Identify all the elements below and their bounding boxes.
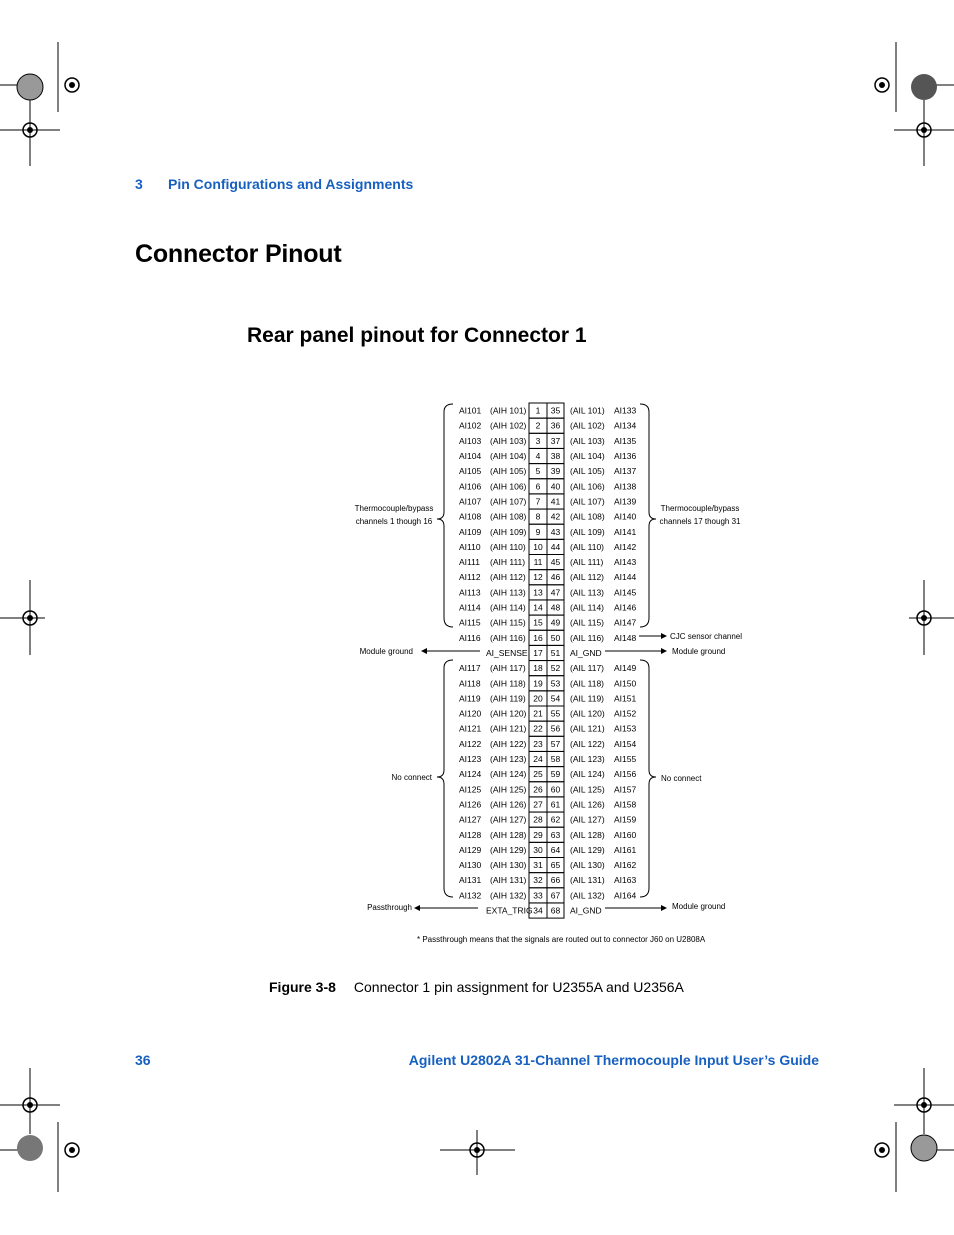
left-ain-label: (AIH 106) (490, 481, 527, 492)
pin-number-right: 63 (550, 829, 561, 840)
pin-number-left: 2 (535, 420, 541, 431)
right-ain-label: (AIL 128) (570, 829, 605, 840)
left-ain-label: (AIH 129) (490, 844, 527, 855)
figure-caption-label: Figure 3-8 (269, 979, 336, 995)
right-ai-label: AI150 (614, 678, 637, 689)
left-ain-label: (AIH 123) (490, 754, 527, 765)
pin-number-right: 58 (550, 754, 561, 765)
left-ain-label: (AIH 128) (490, 829, 527, 840)
right-ain-label: (AIL 113) (570, 587, 605, 598)
right-ai-label: AI133 (614, 405, 637, 416)
pin-number-right: 40 (550, 481, 561, 492)
left-ai-label: AI111 (459, 557, 480, 568)
pin-number-left: 3 (535, 435, 541, 446)
right-ain-label: (AIL 110) (570, 541, 605, 552)
pin-number-left: 6 (535, 481, 541, 492)
pin-number-left: 21 (533, 708, 543, 719)
label-left-group1-line2: channels 1 though 16 (355, 517, 433, 526)
right-ain-label: AI_GND (570, 647, 602, 658)
right-ai-label: AI160 (614, 829, 637, 840)
pin-number-left: 19 (533, 678, 543, 689)
pin-number-right: 62 (550, 814, 561, 825)
left-ai-label: AI113 (459, 587, 481, 598)
right-ai-label: AI148 (614, 632, 637, 643)
right-ain-label: (AIL 131) (570, 875, 605, 886)
left-ai-label: AI115 (459, 617, 481, 628)
pin-number-right: 56 (550, 723, 561, 734)
left-ain-label: (AIH 111) (490, 557, 526, 568)
pin-number-right: 39 (550, 466, 561, 477)
right-ain-label: (AIL 130) (570, 860, 605, 871)
pin-number-left: 22 (533, 723, 543, 734)
pin-number-right: 66 (550, 875, 561, 886)
pin-number-right: 48 (550, 602, 561, 613)
left-ain-label: (AIH 110) (490, 541, 526, 552)
right-ai-label: AI145 (614, 587, 637, 598)
label-module-ground-right: Module ground (672, 647, 726, 656)
page-number: 36 (135, 1052, 151, 1068)
left-ai-label: AI110 (459, 541, 481, 552)
pin-number-left: 26 (533, 784, 543, 795)
left-ai-label: AI117 (459, 663, 481, 674)
left-ai-label: AI116 (459, 632, 481, 643)
label-module-ground-bottom: Module ground (672, 902, 726, 911)
left-ain-label: (AIH 117) (490, 663, 526, 674)
left-ain-label: (AIH 130) (490, 860, 527, 871)
pin-number-left: 30 (533, 844, 543, 855)
right-ain-label: (AIL 102) (570, 420, 605, 431)
right-ai-label: AI134 (614, 420, 637, 431)
left-ain-label: (AIH 108) (490, 511, 527, 522)
pin-number-right: 59 (550, 769, 561, 780)
pin-number-right: 46 (550, 572, 561, 583)
label-no-connect-right: No connect (661, 774, 702, 783)
left-ain-label: AI_SENSE (486, 647, 528, 658)
left-ai-label: AI131 (459, 875, 482, 886)
right-ai-label: AI159 (614, 814, 637, 825)
pin-number-left: 18 (533, 663, 543, 674)
right-ai-label: AI146 (614, 602, 637, 613)
pin-number-left: 4 (535, 451, 541, 462)
pin-number-right: 57 (550, 738, 561, 749)
right-ai-label: AI152 (614, 708, 637, 719)
right-ain-label: (AIL 105) (570, 466, 605, 477)
right-ain-label: (AIL 123) (570, 754, 605, 765)
pin-number-right: 50 (550, 632, 561, 643)
pin-number-left: 12 (533, 572, 543, 583)
right-ai-label: AI151 (614, 693, 637, 704)
left-ain-label: (AIH 114) (490, 602, 526, 613)
pinout-rows (459, 403, 636, 918)
pin-number-right: 61 (550, 799, 561, 810)
pin-number-left: 5 (535, 466, 541, 477)
pin-number-left: 20 (533, 693, 543, 704)
left-ai-label: AI130 (459, 860, 482, 871)
pin-number-right: 53 (550, 678, 561, 689)
pin-number-left: 31 (533, 860, 543, 871)
right-ain-label: (AIL 115) (570, 617, 605, 628)
left-ain-label: (AIH 126) (490, 799, 527, 810)
pin-number-right: 55 (550, 708, 561, 719)
left-ai-label: AI126 (459, 799, 482, 810)
section-title: Rear panel pinout for Connector 1 (247, 324, 587, 347)
pin-number-right: 45 (550, 557, 561, 568)
label-right-group1-line2: channels 17 though 31 (659, 517, 741, 526)
figure-caption-text: Connector 1 pin assignment for U2355A and U2356A (353, 979, 684, 995)
pin-number-left: 9 (535, 526, 541, 537)
figure-footnote: * Passthrough means that the signals are routed out to connector J60 on U2808A (417, 935, 706, 944)
right-ai-label: AI142 (614, 541, 637, 552)
left-ain-label: (AIH 102) (490, 420, 527, 431)
left-ai-label: AI101 (459, 405, 482, 416)
figure-caption (269, 979, 684, 995)
label-module-ground-left: Module ground (359, 647, 413, 656)
pin-number-right: 52 (550, 663, 561, 674)
right-ai-label: AI135 (614, 435, 637, 446)
right-ain-label: (AIL 122) (570, 738, 605, 749)
right-ain-label: (AIL 126) (570, 799, 605, 810)
pin-number-left: 32 (533, 875, 543, 886)
left-ain-label: (AIH 118) (490, 678, 526, 689)
pin-number-right: 49 (550, 617, 561, 628)
right-ai-label: AI163 (614, 875, 637, 886)
left-ain-label: (AIH 127) (490, 814, 527, 825)
right-ain-label: (AIL 114) (570, 602, 605, 613)
right-ai-label: AI157 (614, 784, 637, 795)
right-ai-label: AI147 (614, 617, 637, 628)
left-ain-label: (AIH 124) (490, 769, 527, 780)
pin-number-right: 36 (550, 420, 561, 431)
right-ai-label: AI144 (614, 572, 637, 583)
pin-number-right: 43 (550, 526, 561, 537)
right-ain-label: (AIL 108) (570, 511, 605, 522)
right-ai-label: AI143 (614, 557, 637, 568)
label-cjc: CJC sensor channel (670, 632, 743, 641)
left-ai-label: AI120 (459, 708, 482, 719)
right-ain-label: (AIL 118) (570, 678, 605, 689)
left-ai-label: AI102 (459, 420, 482, 431)
left-ain-label: (AIH 112) (490, 572, 526, 583)
pin-number-left: 7 (535, 496, 541, 507)
label-no-connect-left: No connect (391, 773, 432, 782)
pin-number-left: 16 (533, 632, 543, 643)
right-ain-label: (AIL 127) (570, 814, 605, 825)
pin-number-left: 34 (533, 905, 543, 916)
pin-number-left: 11 (533, 557, 543, 568)
right-ain-label: (AIL 117) (570, 663, 605, 674)
left-ai-label: AI104 (459, 451, 482, 462)
left-ain-label: (AIH 101) (490, 405, 527, 416)
right-ain-label: (AIL 103) (570, 435, 605, 446)
right-ain-label: (AIL 120) (570, 708, 605, 719)
right-ain-label: (AIL 119) (570, 693, 605, 704)
right-ai-label: AI162 (614, 860, 637, 871)
pin-number-right: 41 (550, 496, 561, 507)
left-ai-label: AI121 (459, 723, 482, 734)
pin-number-right: 60 (550, 784, 561, 795)
pin-number-left: 17 (533, 647, 543, 658)
left-ai-label: AI128 (459, 829, 482, 840)
left-ai-label: AI107 (459, 496, 482, 507)
pin-number-right: 38 (550, 451, 561, 462)
left-ain-label: (AIH 122) (490, 738, 527, 749)
left-ai-label: AI105 (459, 466, 482, 477)
pin-number-right: 42 (550, 511, 561, 522)
left-ai-label: AI103 (459, 435, 482, 446)
chapter-title: Pin Configurations and Assignments (168, 176, 414, 192)
right-ai-label: AI156 (614, 769, 637, 780)
page-title: Connector Pinout (135, 240, 342, 268)
chapter-number: 3 (135, 176, 143, 192)
left-ai-label: AI114 (459, 602, 481, 613)
right-ain-label: (AIL 132) (570, 890, 605, 901)
left-ain-label: (AIH 116) (490, 632, 526, 643)
left-ai-label: AI119 (459, 693, 481, 704)
pin-number-left: 15 (533, 617, 543, 628)
left-ain-label: EXTA_TRIG (486, 905, 533, 916)
pin-number-right: 54 (550, 693, 561, 704)
right-ain-label: (AIL 129) (570, 844, 605, 855)
right-ain-label: (AIL 124) (570, 769, 605, 780)
pin-number-right: 37 (550, 435, 561, 446)
pin-number-left: 8 (535, 511, 541, 522)
pin-number-left: 13 (533, 587, 543, 598)
left-ai-label: AI108 (459, 511, 482, 522)
right-ain-label: (AIL 104) (570, 451, 605, 462)
pin-number-right: 44 (550, 541, 561, 552)
left-ai-label: AI112 (459, 572, 481, 583)
left-ai-label: AI125 (459, 784, 482, 795)
label-right-group1-line1: Thermocouple/bypass (660, 504, 740, 513)
pin-number-right: 65 (550, 860, 561, 871)
left-ai-label: AI127 (459, 814, 482, 825)
pin-number-left: 24 (533, 754, 543, 765)
right-ain-label: (AIL 101) (570, 405, 605, 416)
right-ain-label: (AIL 106) (570, 481, 605, 492)
pin-number-left: 33 (533, 890, 543, 901)
right-ain-label: (AIL 125) (570, 784, 605, 795)
left-ain-label: (AIH 107) (490, 496, 527, 507)
left-ain-label: (AIH 132) (490, 890, 527, 901)
pin-number-left: 23 (533, 738, 543, 749)
right-ain-label: AI_GND (570, 905, 602, 916)
right-ai-label: AI154 (614, 738, 637, 749)
right-ain-label: (AIL 121) (570, 723, 605, 734)
left-ain-label: (AIH 113) (490, 587, 526, 598)
pin-number-left: 14 (533, 602, 543, 613)
right-ai-label: AI141 (614, 526, 637, 537)
pin-number-right: 51 (550, 647, 561, 658)
left-ain-label: (AIH 131) (490, 875, 527, 886)
footer-guide-title: Agilent U2802A 31-Channel Thermocouple Input User’s Guide (408, 1052, 819, 1068)
right-ai-label: AI155 (614, 754, 637, 765)
right-ain-label: (AIL 111) (570, 557, 604, 568)
left-ain-label: (AIH 105) (490, 466, 527, 477)
right-ai-label: AI164 (614, 890, 637, 901)
pin-number-left: 10 (533, 541, 543, 552)
right-ai-label: AI138 (614, 481, 637, 492)
right-ain-label: (AIL 116) (570, 632, 605, 643)
pin-number-right: 67 (550, 890, 561, 901)
left-ain-label: (AIH 119) (490, 693, 526, 704)
right-ai-label: AI158 (614, 799, 637, 810)
left-ai-label: AI132 (459, 890, 482, 901)
left-ain-label: (AIH 120) (490, 708, 527, 719)
left-ain-label: (AIH 103) (490, 435, 527, 446)
right-ai-label: AI137 (614, 466, 637, 477)
label-left-group1-line1: Thermocouple/bypass (354, 504, 434, 513)
left-ain-label: (AIH 115) (490, 617, 526, 628)
left-ain-label: (AIH 125) (490, 784, 527, 795)
right-ain-label: (AIL 107) (570, 496, 605, 507)
left-ain-label: (AIH 104) (490, 451, 527, 462)
left-ai-label: AI106 (459, 481, 482, 492)
right-ai-label: AI161 (614, 844, 637, 855)
left-ai-label: AI129 (459, 844, 482, 855)
left-ai-label: AI118 (459, 678, 481, 689)
right-ain-label: (AIL 112) (570, 572, 605, 583)
pin-number-right: 35 (550, 405, 561, 416)
pin-number-right: 64 (550, 844, 561, 855)
left-ai-label: AI123 (459, 754, 482, 765)
right-ai-label: AI136 (614, 451, 637, 462)
pin-number-left: 28 (533, 814, 543, 825)
pin-number-left: 1 (535, 405, 541, 416)
pin-number-right: 47 (550, 587, 561, 598)
left-ai-label: AI122 (459, 738, 482, 749)
right-ai-label: AI139 (614, 496, 637, 507)
right-ai-label: AI153 (614, 723, 637, 734)
left-ai-label: AI124 (459, 769, 482, 780)
right-ai-label: AI140 (614, 511, 637, 522)
label-passthrough: Passthrough (367, 903, 412, 912)
right-ai-label: AI149 (614, 663, 637, 674)
right-ain-label: (AIL 109) (570, 526, 605, 537)
pin-number-left: 27 (533, 799, 543, 810)
pin-number-left: 29 (533, 829, 543, 840)
left-ai-label: AI109 (459, 526, 482, 537)
pin-number-left: 25 (533, 769, 543, 780)
left-ain-label: (AIH 121) (490, 723, 527, 734)
pin-number-right: 68 (550, 905, 561, 916)
left-ain-label: (AIH 109) (490, 526, 527, 537)
